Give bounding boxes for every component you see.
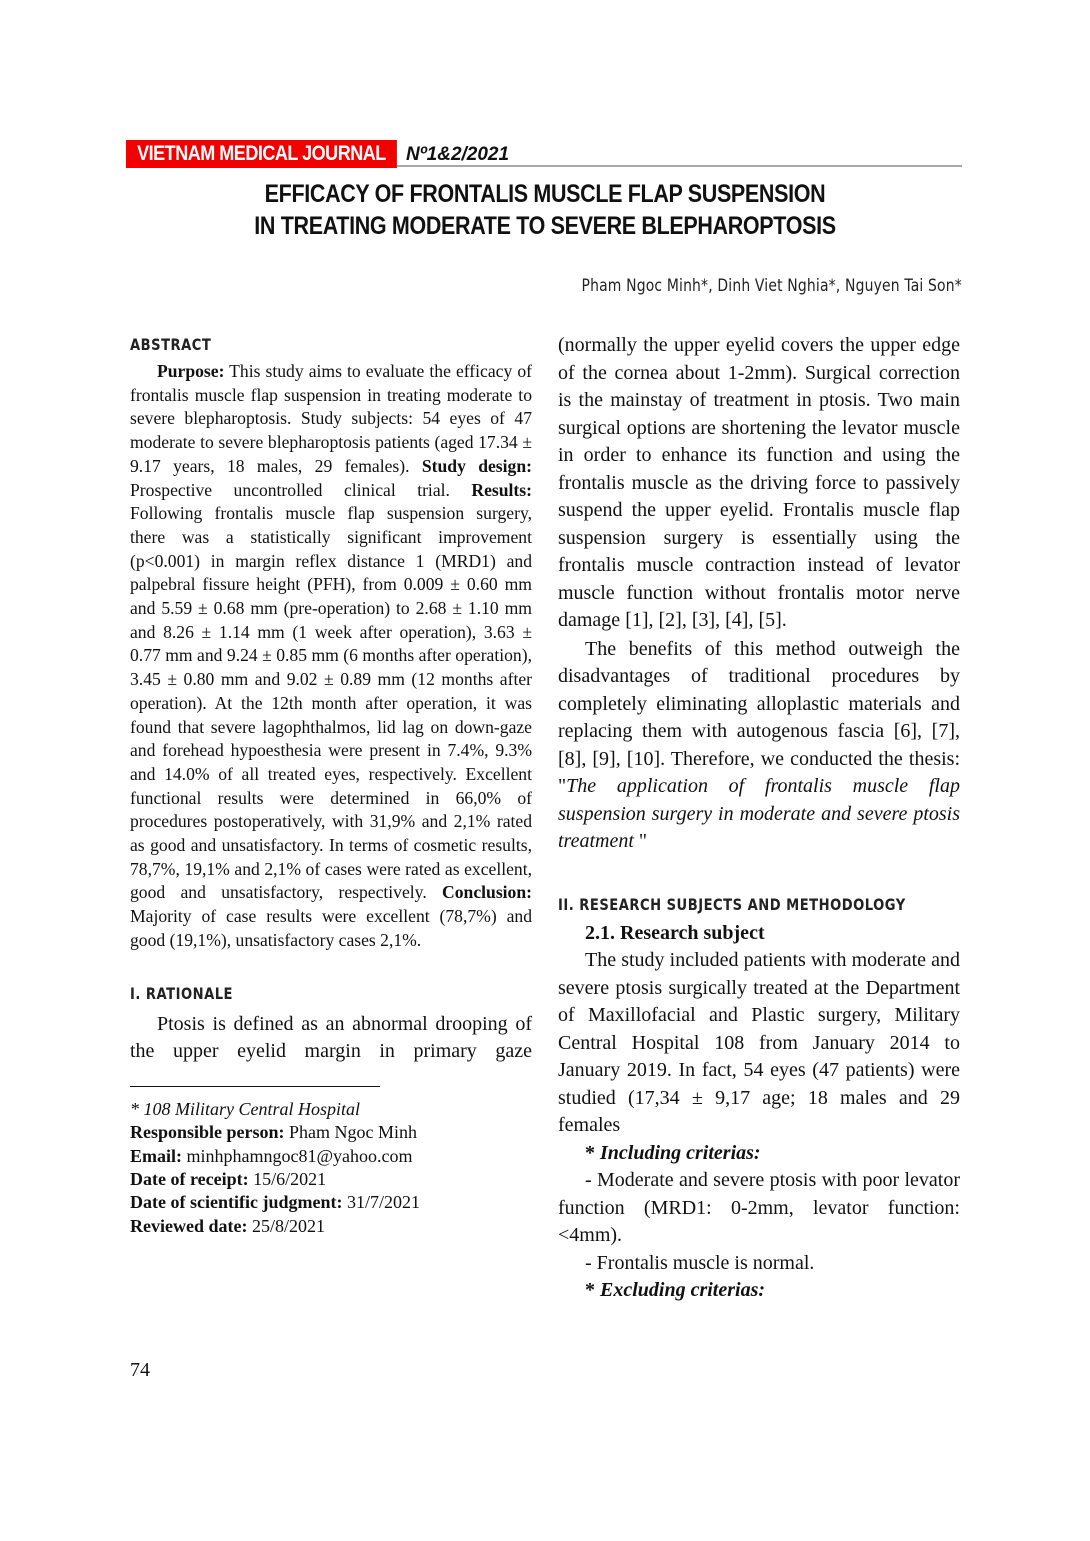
rationale-section bbox=[130, 981, 532, 1066]
responsible-person: Responsible person: Pham Ngoc Minh bbox=[130, 1122, 418, 1143]
conclusion-text: Majority of case results were excellent (78,7%) and good (19,1%), unsatisfactory cases 2,1%. bbox=[130, 906, 532, 950]
results-text: Following frontalis muscle flap suspension surgery, there was a statistically significant improvement (p<0.001) in margin reflex distance 1 (MRD1) and palpebral fissure height (PFH), from 0.009 ± 0.60 mm and 5.59 ± 0.68 mm (pre-operation) to 2.68 ± 1.10 mm and 8.26 ± 1.14 mm (1 week after operation), 3.63 ± 0.77 mm and 9.24 ± 0.85 mm (6 months after operation), 3.45 ± 0.80 mm and 9.02 ± 0.89 mm (12 months after operation). At the 12th month after operation, it was found that severe lagophthalmos, lid lag on down-gaze and forehead hypoesthesia were present in 7.4%, 9.3% and 14.0% of all treated eyes, respectively. Excellent functional results were determined in 66,0% of procedures postoperatively, with 31,9% and 2,1% rated as good and unsatisfactory. In terms of cosmetic results, 78,7%, 19,1% and 2,1% of cases were rated as excellent, good and unsatisfactory, respectively. bbox=[130, 503, 532, 903]
rationale-para-2: The benefits of this method outweigh the disadvantages of traditional procedures by completely eliminating alloplastic materials and replacing them with autogenous fascia [6], [7], [8], [9], [10]. Therefore, we conducted the thesis: "The application of frontalis muscle flap suspension surgery in moderate and severe ptosis treatment " bbox=[558, 637, 960, 852]
purpose-label: Purpose: bbox=[157, 361, 225, 381]
affiliation: * 108 Military Central Hospital bbox=[130, 1099, 361, 1120]
conclusion-label: Conclusion: bbox=[442, 882, 532, 903]
title-line-2: IN TREATING MODERATE TO SEVERE BLEPHAROPTOSIS bbox=[254, 212, 836, 240]
thesis-title: The application of frontalis muscle flap suspension surgery in moderate and severe ptosis treatment bbox=[558, 775, 960, 852]
rationale-para-1-cont: (normally the upper eyelid covers the upper edge of the cornea about 1-2mm). Surgical correction is the mainstay of treatment in ptosis. Two main surgical options are shortening the levator muscle in order to enhance its function and using the frontalis muscle as the driving force to passively suspend the upper eyelid. Frontalis muscle flap suspension surgery is essentially using the frontalis muscle contraction instead of levator muscle function without frontalis motor nerve damage [1], [2], [3], [4], [5]. bbox=[558, 334, 960, 631]
including-criteria-heading: * Including criterias: bbox=[585, 1141, 761, 1164]
date-of-judgment: Date of scientific judgment: 31/7/2021 bbox=[130, 1192, 420, 1213]
email-address: minhphamngoc81@yahoo.com bbox=[182, 1145, 413, 1166]
abstract-section bbox=[130, 332, 532, 953]
journal-issue: Nº1&2/2021 bbox=[406, 144, 510, 165]
methods-heading: II. RESEARCH SUBJECTS AND METHODOLOGY bbox=[558, 894, 906, 914]
title-line-1: EFFICACY OF FRONTALIS MUSCLE FLAP SUSPENSION bbox=[264, 180, 826, 208]
article-title bbox=[76, 178, 1013, 242]
reviewed-date: Reviewed date: 25/8/2021 bbox=[130, 1215, 325, 1236]
footnote-divider bbox=[130, 1086, 380, 1088]
excluding-criteria-heading: * Excluding criterias: bbox=[585, 1279, 766, 1301]
page-number: 74 bbox=[130, 1359, 150, 1381]
journal-name: VIETNAM MEDICAL JOURNAL bbox=[126, 140, 397, 168]
abstract-text bbox=[130, 360, 532, 953]
results-label: Results: bbox=[471, 479, 532, 500]
criteria-item-2: - Frontalis muscle is normal. bbox=[585, 1251, 815, 1274]
journal-header bbox=[126, 140, 962, 168]
rationale-heading: I. RATIONALE bbox=[130, 983, 234, 1003]
design-label: Study design: bbox=[421, 455, 532, 476]
email: Email: minhphamngoc81@yahoo.com bbox=[130, 1145, 413, 1166]
design-text: Prospective uncontrolled clinical trial. bbox=[130, 479, 472, 500]
methods-para-1: The study included patients with moderate and severe ptosis surgically treated at the Department of Maxillofacial and Plastic surgery, Military Central Hospital 108 from January 2014 to January 2019. In fact, 54 eyes (47 patients) were studied (17,34 ± 9,17 age; 18 males and 29 females bbox=[558, 949, 960, 1136]
left-column bbox=[130, 332, 532, 1238]
authors: Pham Ngoc Minh*, Dinh Viet Nghia*, Nguyen Tai Son* bbox=[581, 276, 962, 296]
right-column bbox=[558, 332, 960, 1305]
abstract-heading: ABSTRACT bbox=[130, 335, 212, 354]
purpose-text: This study aims to evaluate the efficacy of frontalis muscle flap suspension in treating moderate to severe blepharoptosis. Study subjects: 54 eyes of 47 moderate to severe blepharoptosis patients (aged 17.34 ± 9.17 years, 18 males, 29 females). bbox=[130, 361, 532, 476]
methods-section bbox=[558, 892, 960, 1305]
date-of-receipt: Date of receipt: 15/6/2021 bbox=[130, 1168, 327, 1189]
research-subject-heading: 2.1. Research subject bbox=[585, 921, 765, 944]
criteria-item-1: - Moderate and severe ptosis with poor levator function (MRD1: 0-2mm, levator function: <4mm). bbox=[558, 1169, 960, 1246]
footnote bbox=[130, 1098, 532, 1238]
rationale-para-1-start: Ptosis is defined as an abnormal drooping of the upper eyelid margin in primary gaze bbox=[130, 1012, 532, 1063]
